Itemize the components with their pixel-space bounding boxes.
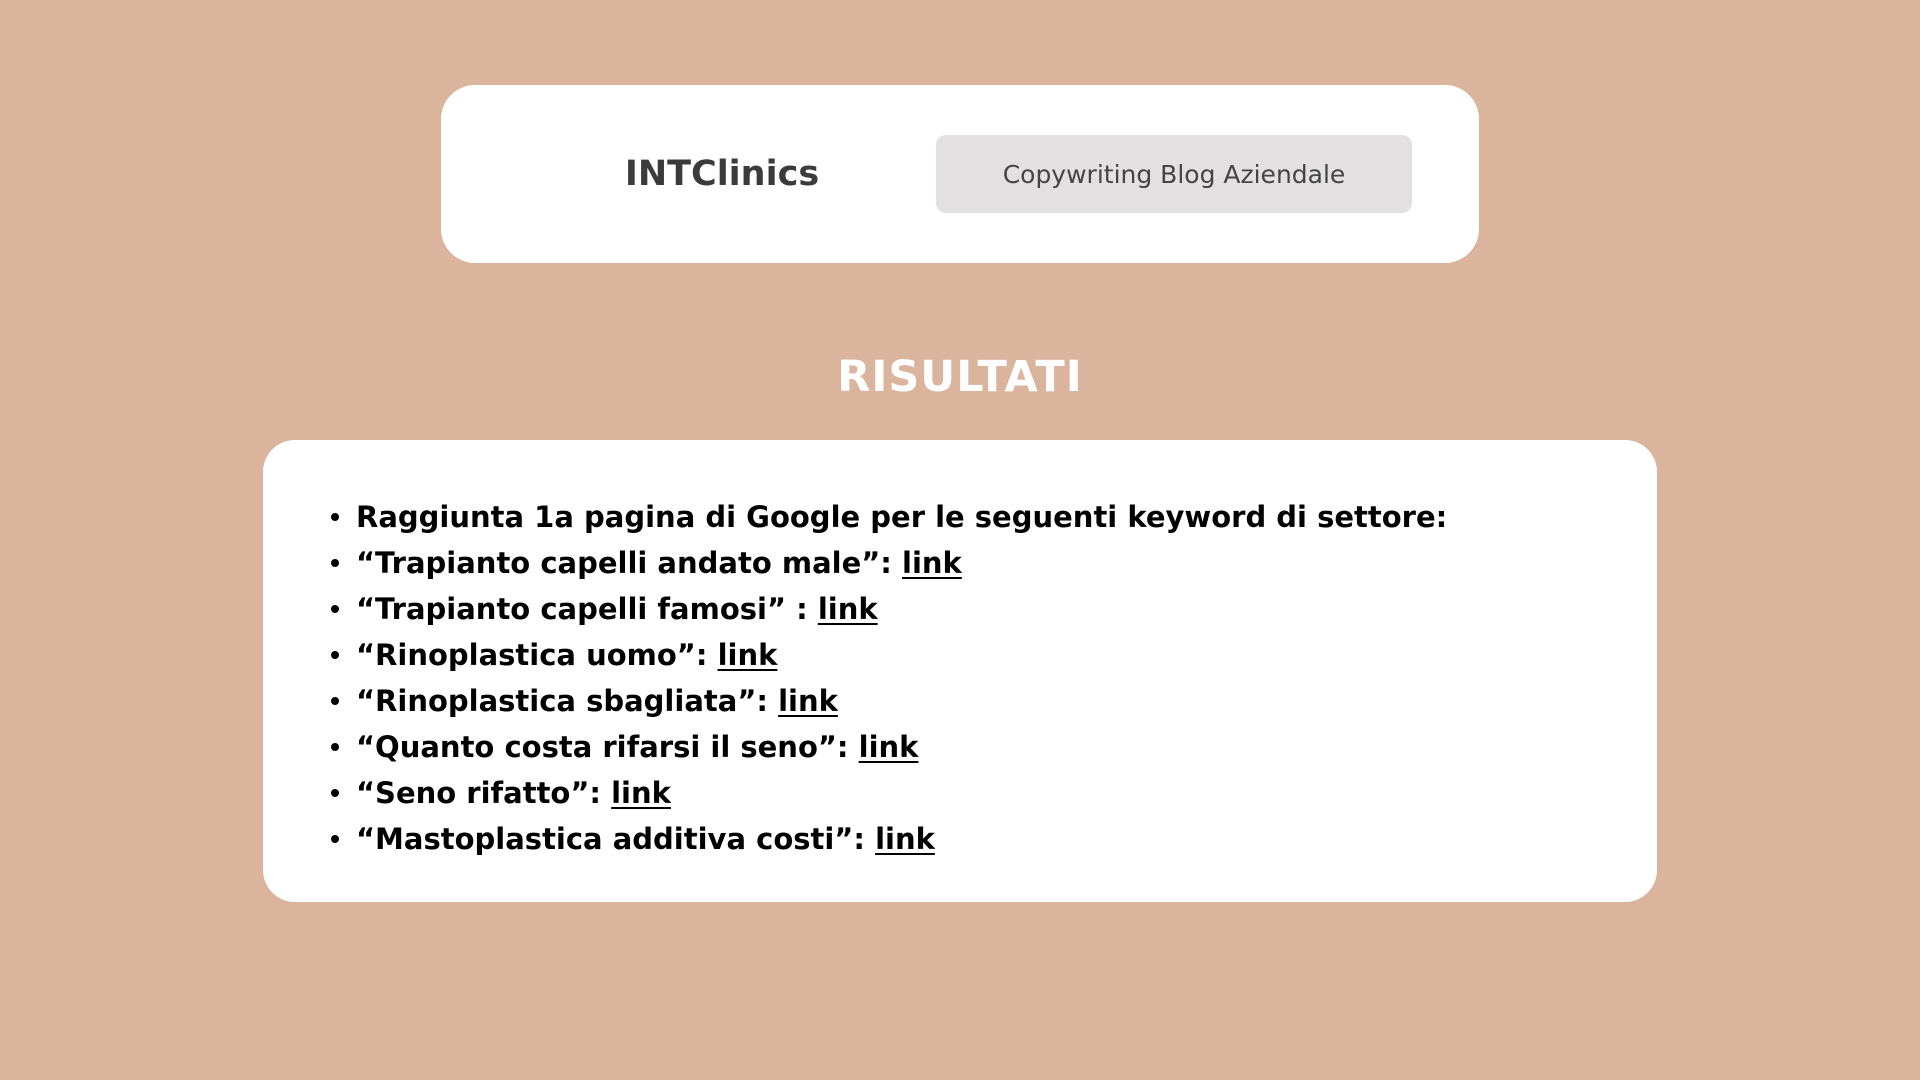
results-title: RISULTATI — [837, 352, 1083, 402]
keyword-text: “Trapianto capelli famosi” : — [356, 592, 818, 626]
bullet-icon — [331, 697, 339, 705]
results-intro — [356, 494, 1447, 540]
keyword-link[interactable]: link — [778, 684, 838, 718]
keyword-link[interactable]: link — [817, 592, 878, 626]
bullet-icon — [331, 513, 339, 521]
keyword-text: “Quanto costa rifarsi il seno”: — [356, 730, 859, 764]
keyword-text: “Trapianto capelli andato male”: — [356, 546, 903, 580]
bullet-icon — [331, 651, 339, 659]
keyword-link[interactable]: link — [611, 776, 671, 810]
list-item — [356, 678, 1447, 724]
keyword-text: “Seno rifatto”: — [356, 776, 612, 810]
bullet-icon — [331, 789, 339, 797]
results-card — [263, 440, 1657, 902]
list-item — [356, 540, 1447, 586]
bullet-icon — [331, 559, 339, 567]
bullet-icon — [331, 605, 339, 613]
list-item — [356, 586, 1447, 632]
keyword-link[interactable]: link — [717, 638, 778, 672]
list-item — [356, 632, 1447, 678]
keyword-text: “Rinoplastica uomo”: — [356, 638, 718, 672]
keyword-text: “Mastoplastica additiva costi”: — [356, 822, 876, 856]
keyword-link[interactable]: link — [875, 822, 935, 856]
list-item — [356, 724, 1447, 770]
list-item — [356, 816, 1447, 862]
header-card — [441, 85, 1479, 263]
list-item — [356, 770, 1447, 816]
brand-name: INTClinics — [624, 154, 820, 194]
service-tag: Copywriting Blog Aziendale — [936, 135, 1412, 213]
keyword-text: “Rinoplastica sbagliata”: — [356, 684, 779, 718]
intro-text: Raggiunta 1a pagina di Google per le seguenti keyword di settore: — [356, 500, 1448, 534]
keyword-link[interactable]: link — [902, 546, 962, 580]
bullet-icon — [331, 743, 339, 751]
bullet-icon — [331, 835, 339, 843]
keyword-link[interactable]: link — [858, 730, 919, 764]
results-list — [356, 494, 1447, 862]
